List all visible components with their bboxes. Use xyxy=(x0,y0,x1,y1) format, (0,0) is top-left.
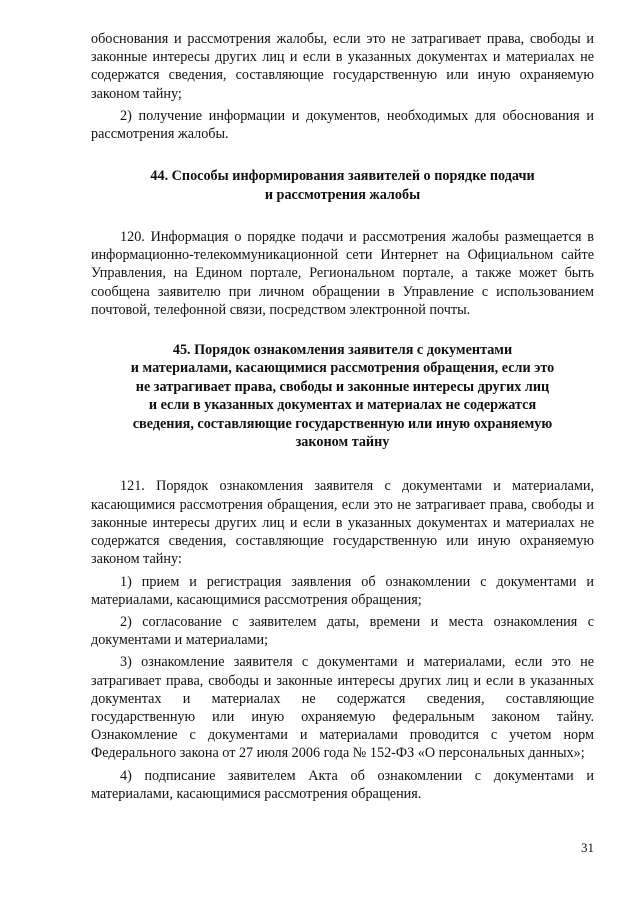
section-45-heading-line-6: законом тайну xyxy=(295,434,390,451)
paragraph-120: 120. Информация о порядке подачи и рассмотрения жалобы размещается в информационно-телекоммуникационной сети Интернет на Официальном сайте Управления, на Едином портале, Региональном портале, а также может быть сообщена заявителю при личном обращении в Управление с использованием почтовой, телефонной связи, посредством электронной почты. xyxy=(91,229,594,318)
section-44-heading-line-2: и рассмотрения жалобы xyxy=(264,186,421,203)
page-number: 31 xyxy=(581,840,594,855)
section-45-heading-line-5: сведения, составляющие государственную или иную охраняемую xyxy=(132,415,553,432)
section-45-heading-line-2: и материалами, касающимися рассмотрения обращения, если это xyxy=(130,360,555,377)
section-44-heading-line-1: 44. Способы информирования заявителей о порядке подачи xyxy=(150,168,535,185)
section-45-heading xyxy=(91,341,594,451)
section-44-heading xyxy=(91,167,594,204)
paragraph-121-item-2: 2) согласование с заявителем даты, времени и места ознакомления с документами и материалами; xyxy=(91,613,594,649)
paragraph-121-item-4: 4) подписание заявителем Акта об ознакомлении с документами и материалами, касающимися рассмотрения обращения. xyxy=(91,767,594,802)
section-45-heading-line-1: 45. Порядок ознакомления заявителя с документами xyxy=(172,342,513,359)
paragraph-continuation: обоснования и рассмотрения жалобы, если это не затрагивает права, свободы и законные интересы других лиц и если в указанных документах и материалах не содержатся сведения, составляющие государственную или иную охраняемую законом тайну; xyxy=(91,31,594,102)
section-45-heading-line-4: и если в указанных документах и материалах не содержатся xyxy=(148,397,537,414)
paragraph-item-2: 2) получение информации и документов, необходимых для обоснования и рассмотрения жалобы. xyxy=(91,107,594,143)
paragraph-121-item-3: 3) ознакомление заявителя с документами и материалами, если это не затрагивает права, свободы и законные интересы других лиц и если в указанных документах и материалах не содержатся сведения, составляющие государственную или иную охраняемую федеральным законом тайну. Ознакомление с документами и материалами проводится с учетом норм Федерального закона от 27 июля 2006 года № 152-ФЗ «О персональных данных»; xyxy=(91,654,594,762)
paragraph-121: 121. Порядок ознакомления заявителя с документами и материалами, касающимися рассмотрения обращения, если это не затрагивает права, свободы и законные интересы других лиц и если в указанных документах и материалах не содержатся сведения, составляющие государственную или иную охраняемую законом тайну: xyxy=(91,478,594,568)
document-page xyxy=(91,30,594,803)
paragraph-121-item-1: 1) прием и регистрация заявления об ознакомлении с документами и материалами, касающимися рассмотрения обращения; xyxy=(91,573,594,608)
section-45-heading-line-3: не затрагивает права, свободы и законные интересы других лиц xyxy=(135,378,550,395)
